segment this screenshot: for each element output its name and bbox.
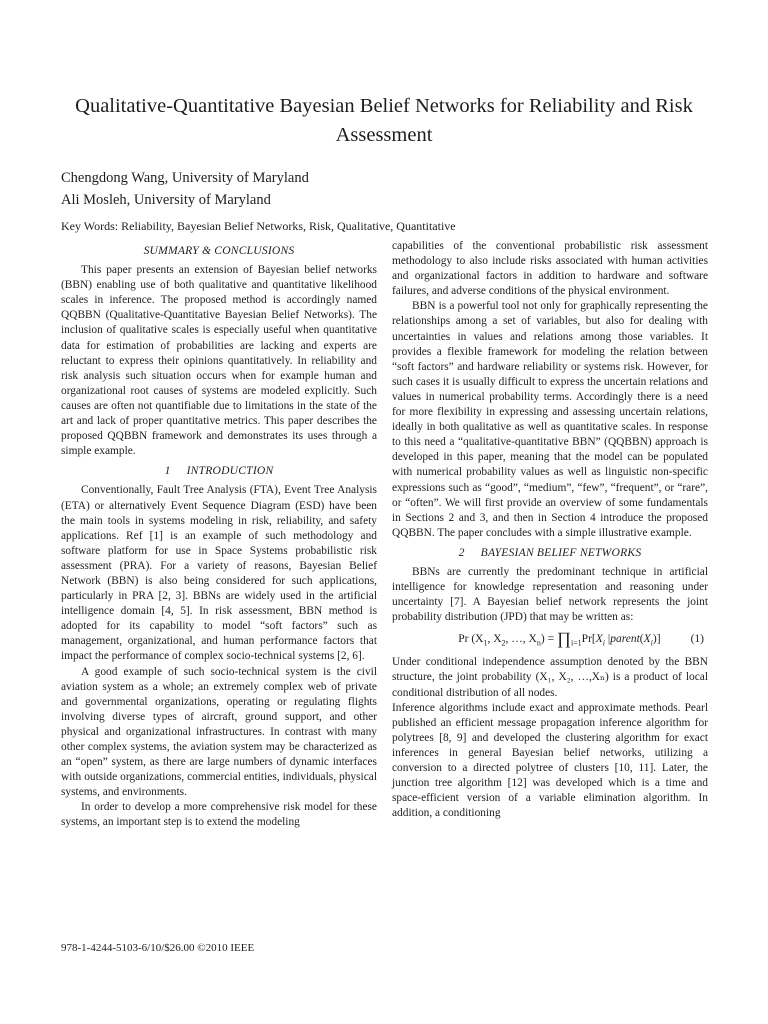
right-paragraph-2: BBN is a powerful tool not only for graphically representing the relationships among a set of variables, but also for dealing with uncertainties in values and relations among those variables. It provides a flexible framework for modeling the relation between “soft factors” and hardware reliability or systems risk. However, for such cases it is usually difficult to express the uncertain relations and values in numerical probability terms. Accordingly there is a need for more flexibility in expressing and assessing uncertain relations, ideally in both qualitative as well as quantitative scales. In response to this need a “qualitative-quantitative BBN” (QQBBN) approach is developed in this paper, meaning that the model can be populated with numerical probability values as well as linguistic non-specific expressions such as “good”, “medium”, “few”, “frequent”, or “rare”, or “often”. We will first provide an overview of some fundamentals in Sections 2 and 3, and then in Section 4 introduce the proposed QQBBN. The paper concludes with a simple illustrative example. bbox=[392, 300, 708, 539]
intro-paragraph-3: In order to develop a more comprehensive risk model for these systems, an important step is to extend the modeling bbox=[61, 801, 377, 829]
section-2-number: 2 bbox=[458, 545, 465, 559]
section-2-heading bbox=[392, 545, 708, 560]
inference-paragraph: Inference algorithms include exact and approximate methods. Pearl published an efficient message propagation inference algorithm for polytrees [8, 9] and developed the clustering algorithm for exact inferences in general Bayesian belief networks, utilizing a conversion to a directed polytree of clusters [10, 11]. Later, the junction tree algorithm [12] was developed which is a time and space-efficient version of a variable elimination algorithm. In addition, a conditioning bbox=[392, 701, 708, 820]
paper-title: Qualitative-Quantitative Bayesian Belief Networks for Reliability and Risk Assessment bbox=[75, 95, 693, 146]
section-2-title: BAYESIAN BELIEF NETWORKS bbox=[480, 545, 642, 559]
copyright-footer: 978-1-4244-5103-6/10/$26.00 ©2010 IEEE bbox=[61, 942, 255, 954]
author-2: Ali Mosleh, University of Maryland bbox=[61, 192, 271, 208]
independence-paragraph: Under conditional independence assumption denoted by the BBN structure, the joint probability (X₁, X₂, …,Xₙ) is a product of local conditional distribution of all nodes. bbox=[392, 656, 708, 699]
intro-paragraph-2: A good example of such socio-technical system is the civil aviation system as a whole; an extremely complex web of private and governmental organizations, operating or regulating flights involving diverse types of aircraft, ground support, and other physical and organizational infrastructures. In contrast with many other complex systems, the aviation system may be characterized as an “open” system, as there are large numbers of dynamic interfaces with outside organizations, commercial entities, individuals, physical systems, and environments. bbox=[61, 665, 377, 799]
joint-probability-formula: Pr ($X_1$, $X_2$, …, $X_n$) = $\prod_{i=1}Pr[X_i$ $|parent(X_i)$] bbox=[458, 628, 661, 648]
section-1-title: INTRODUCTION bbox=[186, 464, 274, 478]
right-column bbox=[392, 239, 708, 821]
bbn-paragraph: BBNs are currently the predominant technique in artificial intelligence for knowledge representation and reasoning under uncertainty [7]. A Bayesian belief network represents the joint probability distribution (JPD) that may be written as: bbox=[392, 565, 708, 624]
section-1-number: 1 bbox=[164, 464, 171, 478]
right-paragraph-1: capabilities of the conventional probabilistic risk assessment methodology to also include risks associated with human activities and organizational factors in addition to hardware and software failures, and adverse conditions of the physical environment. bbox=[392, 240, 708, 298]
equation-1 bbox=[392, 627, 708, 651]
summary-heading: SUMMARY & CONCLUSIONS bbox=[143, 244, 295, 257]
author-1: Chengdong Wang, University of Maryland bbox=[61, 170, 309, 186]
section-1-heading bbox=[61, 463, 377, 478]
left-column bbox=[61, 239, 377, 831]
equation-number: (1) bbox=[690, 632, 704, 645]
summary-paragraph: This paper presents an extension of Bayesian belief networks (BBN) enabling use of both qualitative and quantitative likelihood scales in inference. The proposed method is accordingly named QQBBN (Qualitative-Quantitative Bayesian Belief Networks). The inclusion of qualitative scales is especially useful when quantitative data for estimation of probabilities are lacking and experts are reluctant to express their opinions quantitatively. In reliability and risk analysis such situation occurs when for example human and organizational root causes of systems are modeled explicitly. Such causes are often not quantifiable due to limitations in the state of the art and lack of proper quantitative metrics. This paper describes the proposed QQBBN framework and demonstrates its uses through a simple example. bbox=[61, 264, 377, 458]
keywords: Key Words: Reliability, Bayesian Belief Networks, Risk, Qualitative, Quantitative bbox=[61, 219, 456, 233]
intro-paragraph-1: Conventionally, Fault Tree Analysis (FTA), Event Tree Analysis (ETA) or alternatively Event Sequence Diagram (ESD) have been the main tools in systems modeling in risk, reliability, and safety applications. Ref [1] is an example of such methodology and software platform for use in Space Systems probabilistic risk assessment (PRA). For a variety of reasons, Bayesian Belief Network (BBN) is also being considered for such applications, particularly in PRA [2, 3]. BBNs are widely used in the artificial intelligence domain [4, 5]. In risk assessment, BBN method is adopted for its capability to model “soft factors” such as management, organizational, and human performance factors that impact the performance of complex socio-technical systems [2, 6]. bbox=[61, 484, 377, 663]
